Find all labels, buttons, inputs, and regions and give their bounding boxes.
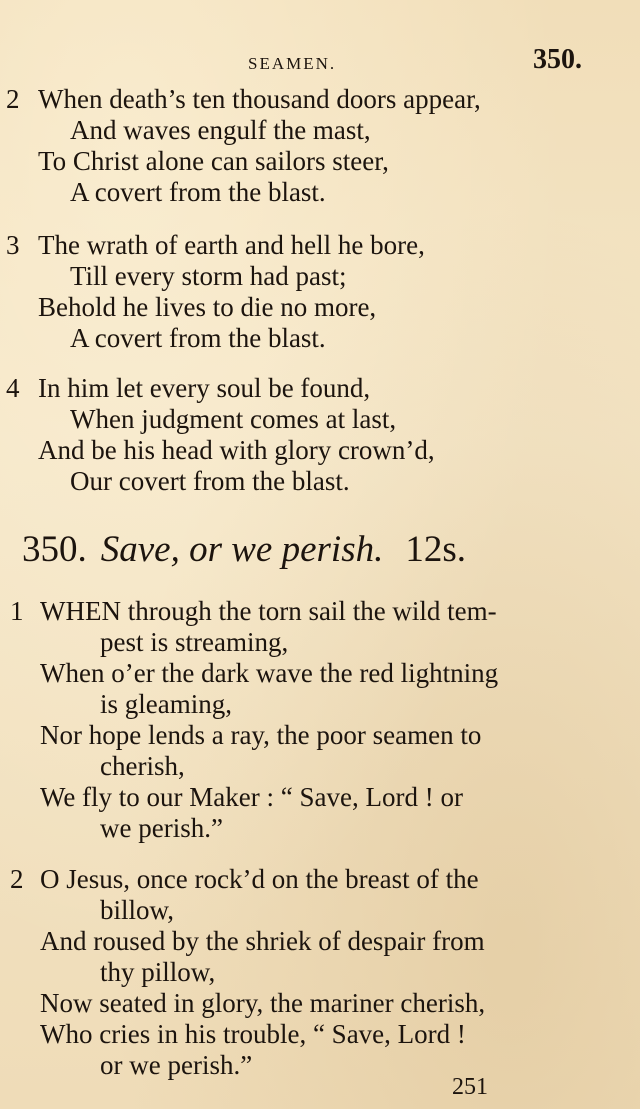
stanza-line: thy pillow,	[100, 957, 216, 987]
hymn-number: 350.	[22, 529, 87, 570]
hymn-title: Save, or we perish.	[100, 529, 384, 570]
stanza-line: we perish.”	[100, 813, 223, 843]
stanza-line: is gleaming,	[100, 689, 232, 719]
stanza-line: cherish,	[100, 751, 185, 781]
stanza-line: And roused by the shriek of despair from	[40, 926, 485, 956]
stanza-line: In him let every soul be found,	[38, 373, 371, 403]
stanza-line: A covert from the blast.	[70, 177, 326, 207]
stanza-number: 2	[10, 864, 24, 894]
stanza-line: WHEN through the torn sail the wild tem-	[40, 596, 497, 626]
stanza-line: Till every storm had past;	[70, 261, 347, 291]
stanza-line: pest is streaming,	[100, 627, 289, 657]
stanza-number: 3	[6, 230, 20, 260]
stanza-line: The wrath of earth and hell he bore,	[38, 230, 425, 260]
stanza-line: O Jesus, once rock’d on the breast of the	[40, 864, 479, 894]
stanza-line: A covert from the blast.	[70, 323, 326, 353]
stanza-line: or we perish.”	[100, 1050, 253, 1080]
stanza-line: Our covert from the blast.	[70, 466, 350, 496]
stanza-line: Behold he lives to die no more,	[38, 292, 377, 322]
stanza-line: When o’er the dark wave the red lightning	[40, 658, 499, 688]
stanza-line: And waves engulf the mast,	[70, 115, 371, 145]
stanza-line: When death’s ten thousand doors appear,	[38, 84, 481, 114]
stanza-line: Now seated in glory, the mariner cherish,	[40, 988, 486, 1018]
stanza-line: To Christ alone can sailors steer,	[38, 146, 389, 176]
hymn-meter: 12s.	[405, 529, 467, 570]
stanza-line: When judgment comes at last,	[70, 404, 397, 434]
running-head-hymn-number: 350.	[533, 44, 582, 75]
stanza-number: 2	[6, 84, 20, 114]
page-number: 251	[452, 1074, 488, 1100]
running-head-title: SEAMEN.	[248, 54, 337, 73]
running-head	[0, 44, 640, 78]
stanza-line: And be his head with glory crown’d,	[38, 435, 435, 465]
stanza-line: We fly to our Maker : “ Save, Lord ! or	[40, 782, 463, 812]
stanza-number: 1	[10, 596, 24, 626]
stanza-number: 4	[6, 373, 20, 403]
stanza-line: Nor hope lends a ray, the poor seamen to	[40, 720, 482, 750]
stanza-line: billow,	[100, 895, 174, 925]
stanza-line: Who cries in his trouble, “ Save, Lord !	[40, 1019, 466, 1049]
hymn-header	[22, 528, 622, 572]
